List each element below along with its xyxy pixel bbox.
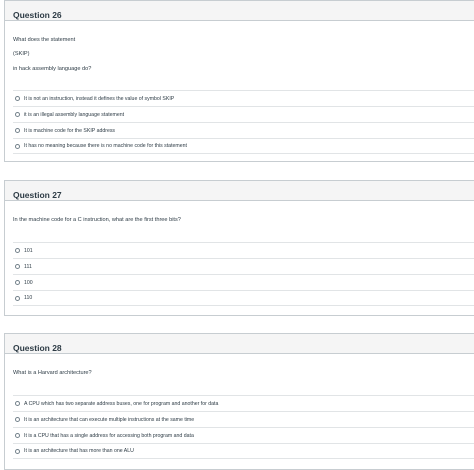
answer-label: It is an architecture that can execute multiple instructions at the same time <box>24 416 195 423</box>
question-prompt-line: (SKIP) <box>13 51 30 57</box>
answer-option[interactable] <box>13 395 474 411</box>
radio-button[interactable] <box>15 128 20 133</box>
radio-button[interactable] <box>15 280 20 285</box>
radio-button[interactable] <box>15 96 20 101</box>
question-prompt-line: What is a Harvard architecture? <box>13 370 92 376</box>
answer-label: 100 <box>24 279 33 286</box>
question-header <box>5 334 474 354</box>
answer-label: It is a CPU that has a single address for accessing both program and data <box>24 432 194 439</box>
question-prompt-line: What does the statement <box>13 37 76 43</box>
answer-label: It is machine code for the SKIP address <box>24 127 116 134</box>
question-26-card <box>4 0 474 162</box>
answer-option[interactable] <box>13 138 474 154</box>
answer-option[interactable] <box>13 290 474 306</box>
question-prompt-line: In the machine code for a C instruction, what are the first three bits? <box>13 217 181 223</box>
answer-label: A CPU which has two separate address buses, one for program and another for data <box>24 400 219 407</box>
radio-button[interactable] <box>15 433 20 438</box>
question-title: Question 26 <box>13 10 62 20</box>
answer-label: It has no meaning because there is no machine code for this statement <box>24 143 187 149</box>
radio-button[interactable] <box>15 296 20 301</box>
answer-list <box>13 242 474 306</box>
answer-option[interactable] <box>13 122 474 138</box>
radio-button[interactable] <box>15 417 20 422</box>
answer-option[interactable] <box>13 274 474 290</box>
question-title: Question 27 <box>13 190 62 200</box>
question-28-card <box>4 333 474 470</box>
answer-option[interactable] <box>13 242 474 258</box>
answer-option[interactable] <box>13 411 474 427</box>
radio-button[interactable] <box>15 401 20 406</box>
radio-button[interactable] <box>15 248 20 253</box>
radio-button[interactable] <box>15 449 20 454</box>
answer-option[interactable] <box>13 427 474 443</box>
radio-button[interactable] <box>15 264 20 269</box>
question-prompt-line: in hack assembly language do? <box>13 66 92 72</box>
answer-label: 110 <box>24 295 33 301</box>
answer-option[interactable] <box>13 90 474 106</box>
radio-button[interactable] <box>15 144 20 149</box>
answer-option[interactable] <box>13 443 474 459</box>
answer-label: 111 <box>24 263 32 270</box>
answer-option[interactable] <box>13 258 474 274</box>
answer-list <box>13 395 474 459</box>
question-header <box>5 181 474 201</box>
answer-label: 101 <box>24 247 33 254</box>
answer-label: it is an illegal assembly language statement <box>24 111 125 118</box>
answer-label: It is not an instruction, instead it defines the value of symbol SKIP <box>24 95 175 102</box>
answer-list <box>13 90 474 154</box>
radio-button[interactable] <box>15 112 20 117</box>
question-title: Question 28 <box>13 343 62 353</box>
answer-label: It is an architecture that has more than one ALU <box>24 448 134 454</box>
answer-option[interactable] <box>13 106 474 122</box>
question-27-card <box>4 180 474 316</box>
question-header <box>5 1 474 21</box>
